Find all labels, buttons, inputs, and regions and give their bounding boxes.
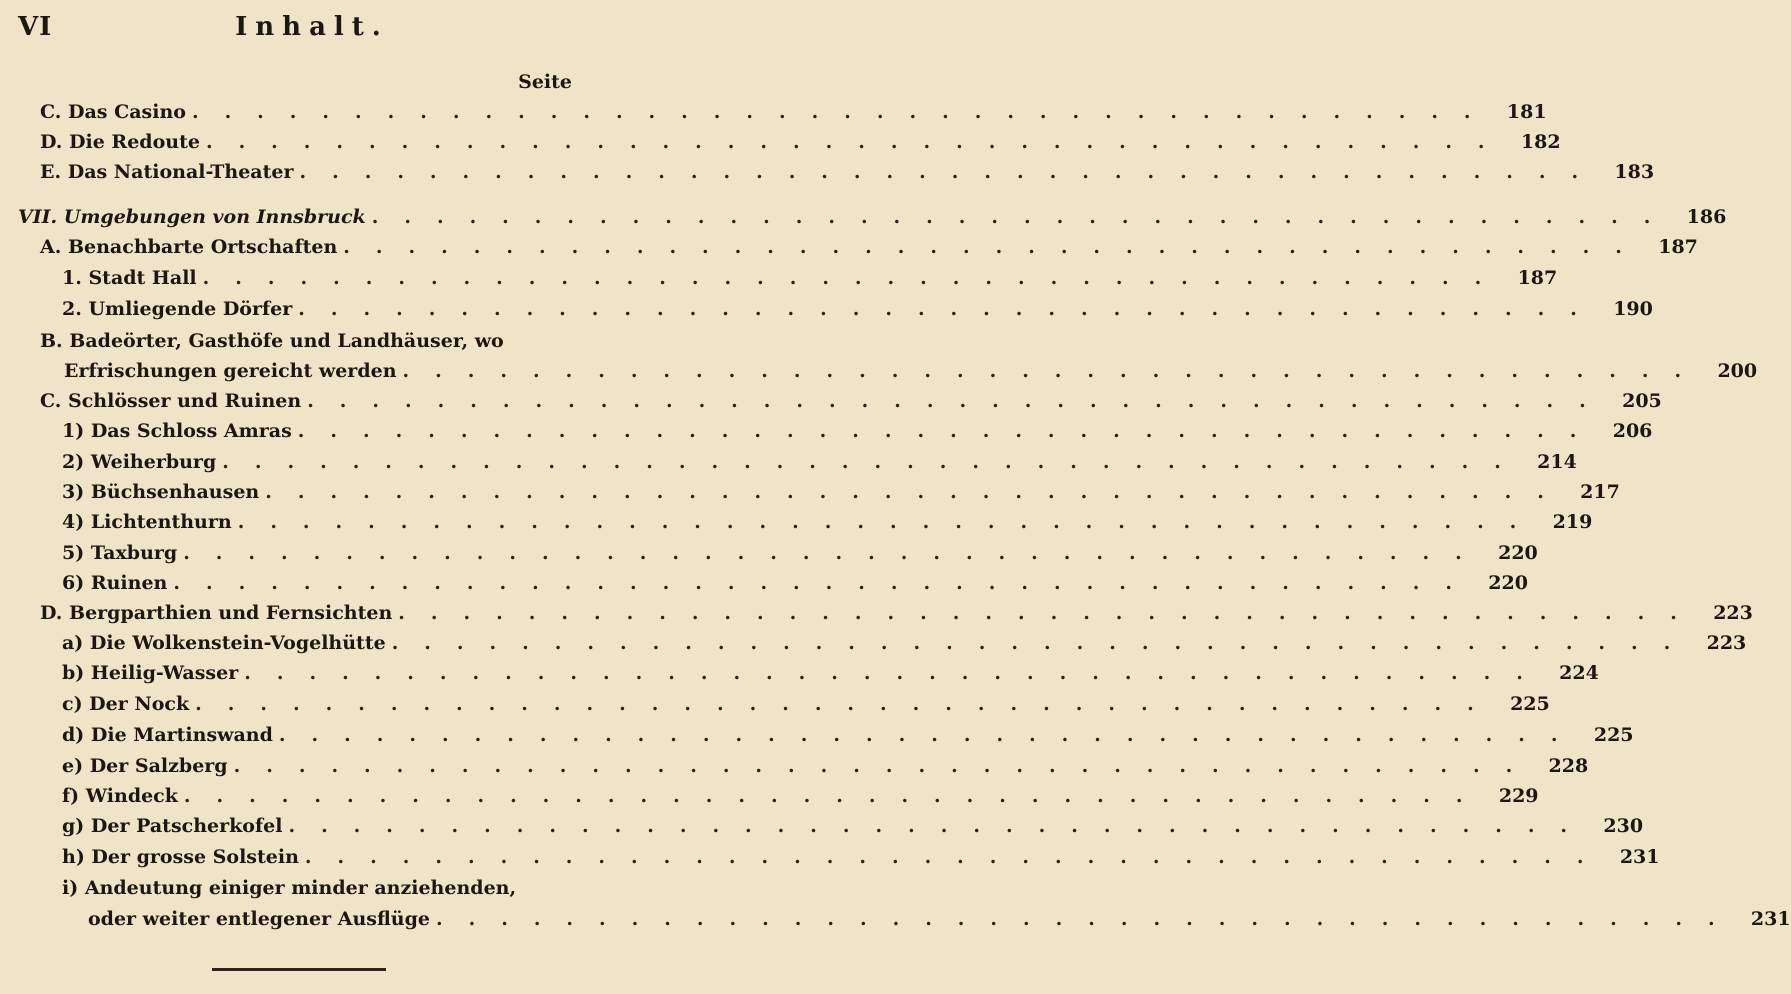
- toc-entry-title: C. Das Casino: [40, 101, 186, 123]
- toc-page-number: 214: [1537, 451, 1577, 473]
- dot-leader: ........................................: [398, 602, 1703, 624]
- toc-entry: [40, 131, 1561, 159]
- dot-leader: ........................................: [278, 724, 1584, 746]
- dot-leader: ........................................: [307, 390, 1612, 412]
- dot-leader: ........................................: [222, 451, 1527, 473]
- toc-entry-title: b) Heilig-Wasser: [62, 662, 239, 684]
- toc-entry: [40, 101, 1547, 129]
- dot-leader: ........................................: [202, 267, 1508, 289]
- toc-entry: [62, 542, 1538, 570]
- dot-leader: ........................................: [233, 755, 1539, 777]
- toc-entry-title: D. Die Redoute: [40, 131, 200, 153]
- toc-entry-title: 6) Ruinen: [62, 572, 168, 594]
- toc-page-number: 181: [1506, 101, 1547, 123]
- toc-page-number: 229: [1498, 785, 1539, 807]
- toc-entry: [62, 632, 1747, 660]
- toc-page-number: 186: [1686, 206, 1727, 228]
- dot-leader: ........................................: [237, 511, 1543, 533]
- bottom-rule: [212, 968, 386, 971]
- seite-column-label: Seite: [518, 71, 572, 93]
- toc-entry-title: h) Der grosse Solstein: [62, 846, 299, 868]
- toc-entry-title: 2. Umliegende Dörfer: [62, 298, 293, 320]
- toc-entry-title: B. Badeörter, Gasthöfe und Landhäuser, wo: [40, 330, 504, 352]
- toc-entry: [62, 724, 1634, 752]
- toc-page-number: 231: [1750, 908, 1791, 930]
- toc-page-number: 187: [1658, 236, 1698, 258]
- toc-entry-title: oder weiter entlegener Ausflüge: [88, 908, 430, 930]
- dot-leader: ........................................: [435, 908, 1741, 930]
- toc-entry-title: d) Die Martinswand: [62, 724, 273, 746]
- toc-page-number: 205: [1622, 390, 1662, 412]
- toc-entry: [62, 846, 1660, 874]
- toc-entry: [88, 908, 1791, 936]
- toc-entry: [40, 602, 1753, 630]
- toc-page-number: 219: [1552, 511, 1593, 533]
- dot-leader: ........................................: [183, 785, 1489, 807]
- toc-page-number: 220: [1488, 572, 1528, 594]
- toc-entry-title: A. Benachbarte Ortschaften: [40, 236, 338, 258]
- toc-entry-title: C. Schlösser und Ruinen: [40, 390, 302, 412]
- toc-entry: [64, 360, 1758, 388]
- toc-entry: [62, 877, 576, 905]
- toc-entry: [62, 481, 1620, 509]
- toc-page-number: 223: [1713, 602, 1753, 624]
- dot-leader: ........................................: [173, 572, 1478, 594]
- toc-entry-title: 1. Stadt Hall: [62, 267, 197, 289]
- toc-entry-title: c) Der Nock: [62, 693, 190, 715]
- page-header: [18, 10, 576, 50]
- dot-leader: ........................................: [288, 815, 1594, 837]
- toc-entry: [40, 236, 1698, 264]
- toc-page-number: 230: [1603, 815, 1644, 837]
- toc-entry-title: 2) Weiherburg: [62, 451, 217, 473]
- dot-leader: ........................................: [391, 632, 1697, 654]
- page-title: Inhalt.: [235, 12, 389, 42]
- toc-entry: [62, 785, 1539, 813]
- toc-entry-title: VII. Umgebungen von Innsbruck: [18, 206, 366, 228]
- toc-page-number: 231: [1619, 846, 1660, 868]
- toc-page-number: 220: [1498, 542, 1538, 564]
- toc-entry: [62, 298, 1653, 326]
- dot-leader: ........................................: [299, 161, 1605, 183]
- toc-entry-title: 5) Taxburg: [62, 542, 178, 564]
- toc-page-number: 224: [1559, 662, 1599, 684]
- dot-leader: ........................................: [371, 206, 1677, 228]
- dot-leader: ........................................: [183, 542, 1488, 564]
- toc-entry: [62, 572, 1528, 600]
- toc-entry-title: E. Das National-Theater: [40, 161, 294, 183]
- toc-entry-title: a) Die Wolkenstein-Vogelhütte: [62, 632, 386, 654]
- toc-page-number: 223: [1706, 632, 1747, 654]
- toc-page-number: 187: [1517, 267, 1558, 289]
- toc-page-number: 217: [1580, 481, 1620, 503]
- toc-entry: [62, 267, 1558, 295]
- toc-entry-title: e) Der Salzberg: [62, 755, 228, 777]
- toc-entry: [40, 390, 1662, 418]
- toc-page-number: 190: [1613, 298, 1653, 320]
- toc-entry: [62, 815, 1644, 843]
- toc-entry-title: f) Windeck: [62, 785, 178, 807]
- toc-entry: [62, 420, 1653, 448]
- toc-entry-title: D. Bergparthien und Fernsichten: [40, 602, 393, 624]
- toc-entry: [18, 206, 1727, 234]
- toc-entry-title: i) Andeutung einiger minder anziehenden,: [62, 877, 517, 899]
- toc-entry: [62, 755, 1589, 783]
- dot-leader: ........................................: [402, 360, 1708, 382]
- toc-page-number: 183: [1614, 161, 1655, 183]
- toc-entry-title: 4) Lichtenthurn: [62, 511, 232, 533]
- dot-leader: ........................................: [265, 481, 1570, 503]
- dot-leader: ........................................: [343, 236, 1648, 258]
- toc-page-number: 225: [1593, 724, 1634, 746]
- dot-leader: ........................................: [195, 693, 1500, 715]
- dot-leader: ........................................: [244, 662, 1549, 684]
- dot-leader: ........................................: [297, 420, 1603, 442]
- toc-entry: [62, 511, 1593, 539]
- toc-entry-title: 3) Büchsenhausen: [62, 481, 260, 503]
- toc-entry: [62, 662, 1599, 690]
- dot-leader: ........................................: [191, 101, 1497, 123]
- dot-leader: ........................................: [298, 298, 1603, 320]
- toc-page-number: 182: [1520, 131, 1561, 153]
- toc-entry: [62, 451, 1577, 479]
- dot-leader: ........................................: [205, 131, 1511, 153]
- toc-page-number: 228: [1548, 755, 1589, 777]
- page-number: VI: [18, 12, 53, 42]
- toc-entry-title: g) Der Patscherkofel: [62, 815, 283, 837]
- toc-entry-title: Erfrischungen gereicht werden: [64, 360, 397, 382]
- toc-entry-title: 1) Das Schloss Amras: [62, 420, 292, 442]
- toc-page-number: 200: [1717, 360, 1758, 382]
- toc-page-number: 206: [1612, 420, 1653, 442]
- toc-entry: [40, 161, 1655, 189]
- toc-page-number: 225: [1510, 693, 1550, 715]
- toc-entry: [40, 330, 576, 358]
- dot-leader: ........................................: [304, 846, 1610, 868]
- toc-entry: [62, 693, 1550, 721]
